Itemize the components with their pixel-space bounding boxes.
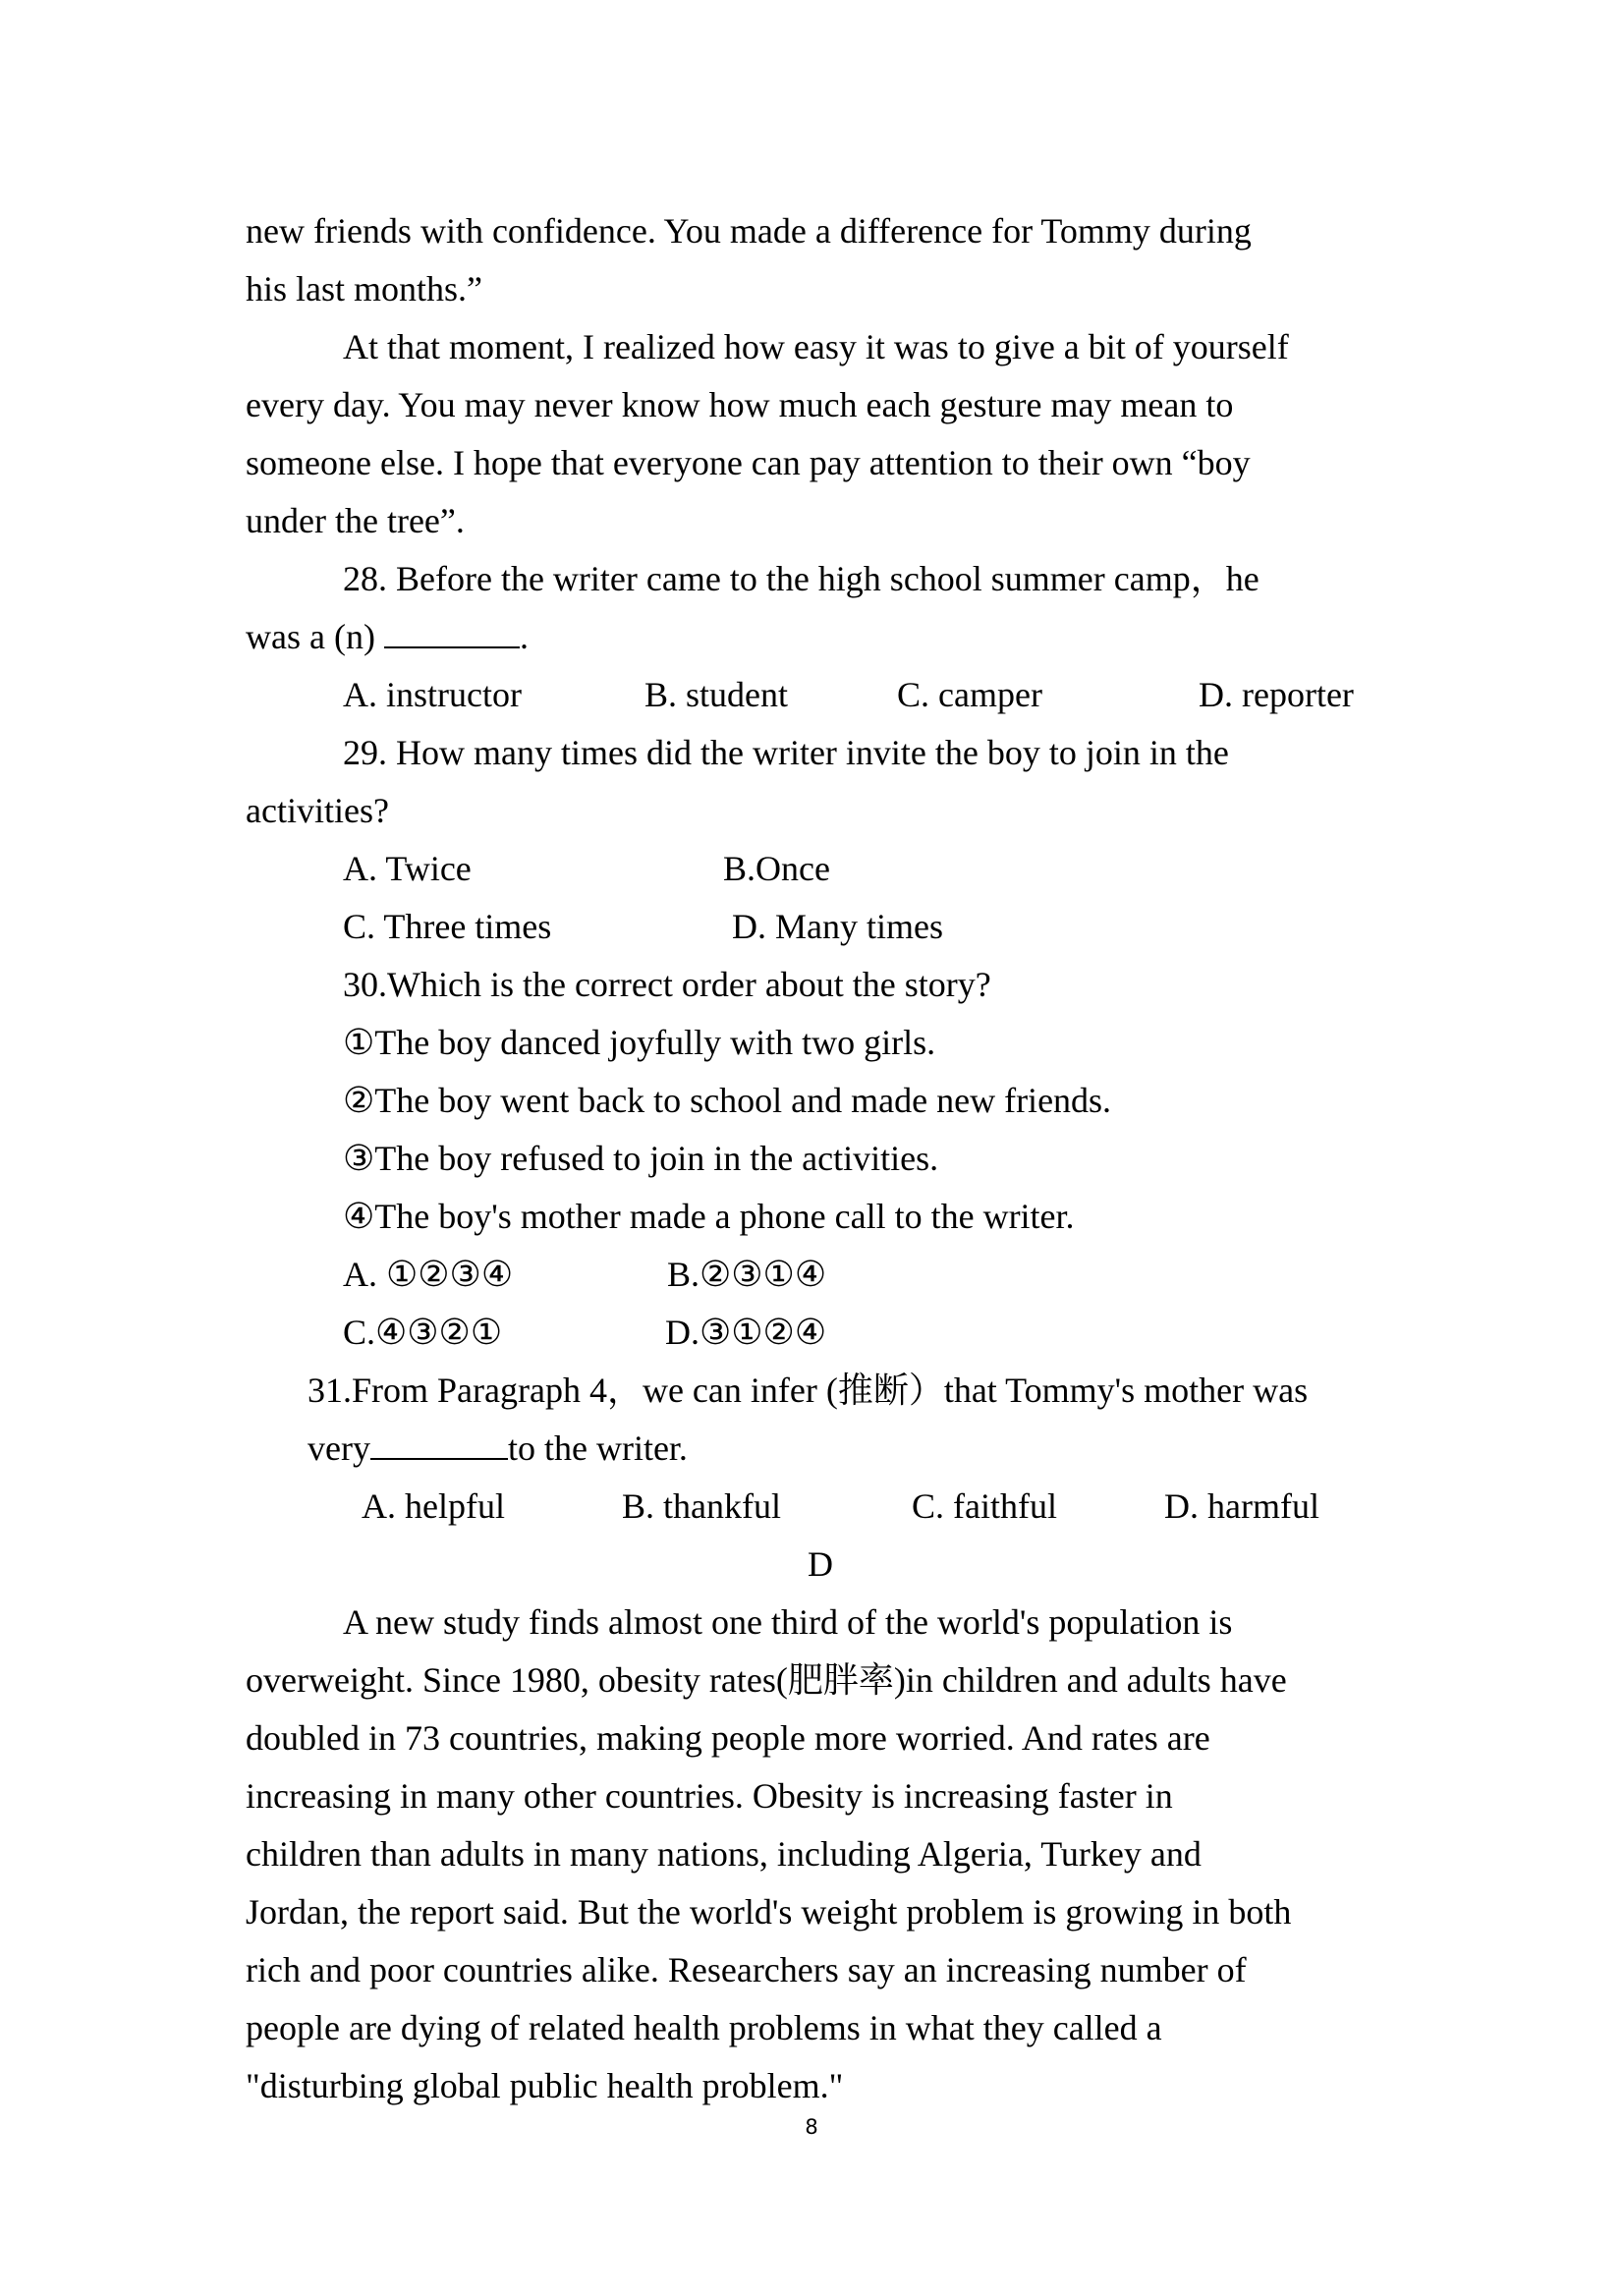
question-30-item: ④The boy's mother made a phone call to the writer. — [343, 1197, 1075, 1236]
answer-blank — [384, 609, 520, 648]
option-c: C.④③②① — [343, 1313, 503, 1352]
section-heading: D — [808, 1544, 833, 1584]
question-28-stem-continued — [246, 608, 1395, 666]
question-28-stem: 28. Before the writer came to the high school summer camp，he — [343, 559, 1259, 598]
page-text — [246, 202, 1395, 2115]
passage-line: under the tree”. — [246, 501, 465, 540]
question-29-options-row-1 — [246, 840, 1395, 898]
option-c: C. Three times — [343, 907, 552, 946]
option-d: D. harmful — [1164, 1486, 1319, 1526]
passage-line: At that moment, I realized how easy it was to give a bit of yourself — [343, 327, 1289, 366]
option-a: A. ①②③④ — [343, 1255, 514, 1294]
option-d: D. reporter — [1199, 675, 1354, 714]
passage-line: his last months.” — [246, 269, 482, 308]
passage-line: every day. You may never know how much each gesture may mean to — [246, 385, 1234, 424]
answer-blank — [370, 1421, 508, 1460]
option-a: A. instructor — [343, 675, 522, 714]
question-30-stem: 30.Which is the correct order about the story? — [343, 965, 991, 1004]
option-b: B. thankful — [622, 1486, 781, 1526]
question-30-options-row-1 — [246, 1246, 1395, 1304]
question-28-options — [246, 666, 1395, 724]
option-a: A. Twice — [343, 849, 472, 888]
option-d: D. Many times — [732, 907, 943, 946]
option-d: D.③①②④ — [665, 1313, 827, 1352]
passage-line: increasing in many other countries. Obesity is increasing faster in — [246, 1776, 1173, 1816]
passage-line: children than adults in many nations, including Algeria, Turkey and — [246, 1834, 1202, 1874]
page-number: 8 — [805, 2115, 818, 2139]
question-28-period: . — [519, 617, 529, 656]
question-31-text-end: to the writer. — [507, 1428, 688, 1468]
question-30-item: ②The boy went back to school and made new friends. — [343, 1081, 1112, 1120]
passage-line: "disturbing global public health problem." — [246, 2066, 844, 2105]
passage-line: Jordan, the report said. But the world's weight problem is growing in both — [246, 1892, 1292, 1932]
question-31-options — [246, 1478, 1395, 1536]
passage-line: new friends with confidence. You made a difference for Tommy during — [246, 211, 1252, 251]
question-29-stem: 29. How many times did the writer invite the boy to join in the — [343, 733, 1229, 772]
passage-line: people are dying of related health problems in what they called a — [246, 2008, 1162, 2047]
question-31-stem-continued — [246, 1420, 1395, 1478]
passage-line: overweight. Since 1980, obesity rates(肥胖率)in children and adults have — [246, 1660, 1287, 1700]
question-28-text: was a (n) — [246, 617, 384, 656]
question-30-options-row-2 — [246, 1304, 1395, 1362]
passage-line: A new study finds almost one third of the world's population is — [343, 1602, 1233, 1642]
passage-line: rich and poor countries alike. Researchers say an increasing number of — [246, 1950, 1247, 1989]
passage-line: someone else. I hope that everyone can pay attention to their own “boy — [246, 443, 1251, 482]
question-31-stem: 31.From Paragraph 4，we can infer (推断）that Tommy's mother was — [308, 1371, 1309, 1410]
question-29-stem-continued: activities? — [246, 791, 389, 830]
question-29-options-row-2 — [246, 898, 1395, 956]
option-c: C. faithful — [912, 1486, 1057, 1526]
question-31-text: very — [308, 1428, 370, 1468]
option-b: B.②③①④ — [667, 1255, 827, 1294]
option-b: B. student — [644, 675, 789, 714]
option-a: A. helpful — [362, 1486, 505, 1526]
question-30-item: ③The boy refused to join in the activities. — [343, 1139, 939, 1178]
option-c: C. camper — [897, 675, 1042, 714]
question-30-item: ①The boy danced joyfully with two girls. — [343, 1023, 936, 1062]
option-b: B.Once — [723, 849, 830, 888]
passage-line: doubled in 73 countries, making people more worried. And rates are — [246, 1718, 1210, 1758]
